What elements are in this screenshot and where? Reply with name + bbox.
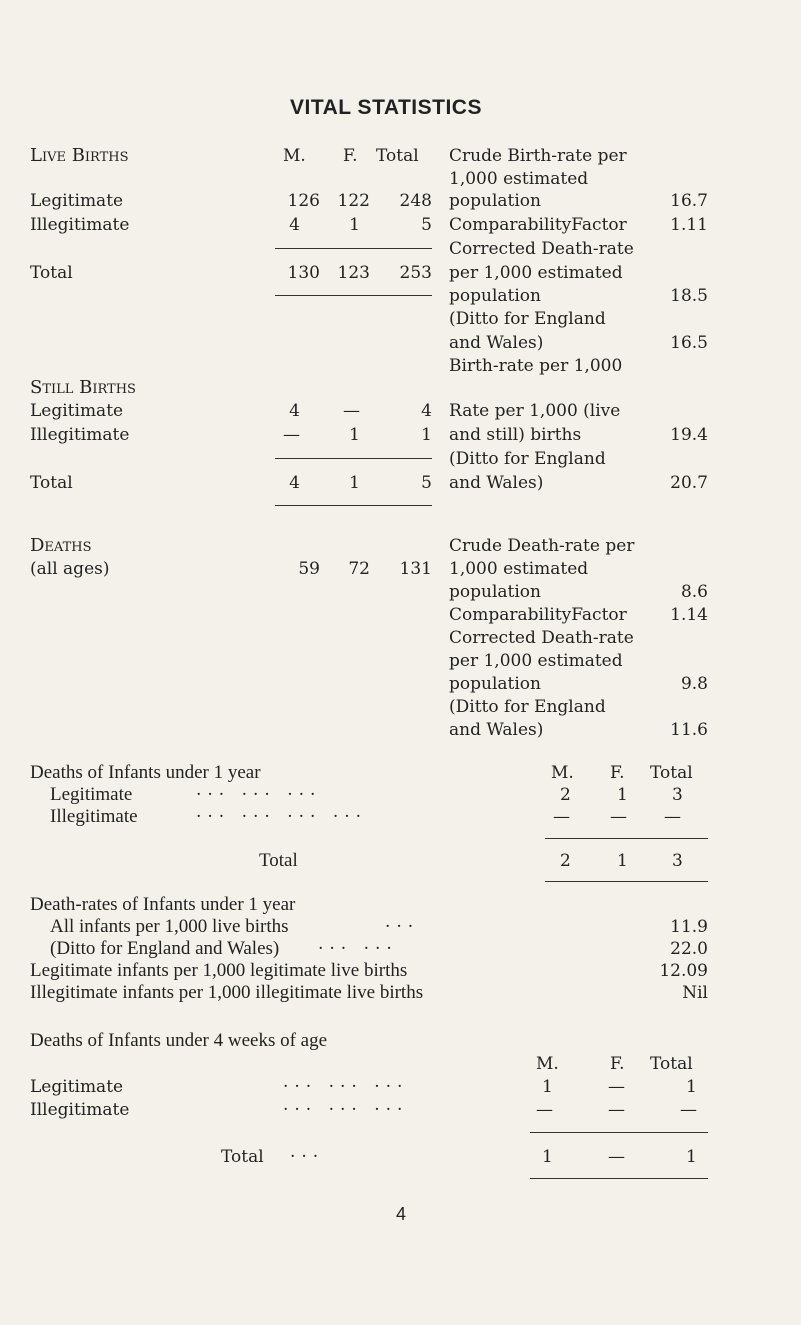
rate-value: 19.4 [670,425,708,445]
cell-f: 1 [617,785,628,805]
col-total-header: Total [650,1054,693,1074]
infants-4wk-heading: Deaths of Infants under 4 weeks of age [30,1030,328,1051]
rate-label: and Wales) [449,333,544,353]
row-label: Total [30,473,73,493]
rate-value: 8.6 [680,582,708,602]
divider [530,1178,708,1179]
divider [275,505,432,506]
cell-f: — [608,1100,625,1120]
col-m-header: M. [536,1054,559,1074]
rate-label: 1,000 estimated [449,559,589,579]
row-label: Total [30,263,73,283]
row-label: Illegitimate [30,215,130,235]
cell-total: — [680,1100,697,1120]
row-label: Legitimate [50,784,133,805]
cell-total: 3 [672,851,683,871]
col-f-header: F. [343,146,358,166]
leader-dots: ... ... ... [283,1095,409,1115]
rate-value: 1.11 [670,215,708,235]
rate-label: and Wales) [449,473,544,493]
cell-f: 1 [349,473,360,493]
rate-label: (Ditto for England [449,697,606,717]
rate-value: 22.0 [670,939,708,959]
live-births-heading: Live Births [30,145,129,166]
col-f-header: F. [610,763,625,783]
divider [545,881,708,882]
cell-f: 1 [349,215,360,235]
rate-label: Rate per 1,000 (live [449,401,621,421]
rate-label: (Ditto for England [449,449,606,469]
rate-label: population [449,582,541,602]
cell-f: 122 [337,191,370,211]
rate-value: 16.7 [670,191,708,211]
rate-label: and still) births [449,425,582,445]
cell-f: — [343,401,360,421]
cell-m: 2 [560,785,571,805]
leader-dots: ... ... ... [283,1072,409,1092]
rate-label: per 1,000 estimated [449,651,623,671]
rate-value: 11.6 [670,720,708,740]
cell-f: 1 [617,851,628,871]
rate-label: ComparabilityFactor [449,215,627,235]
rate-value: 11.9 [670,917,708,937]
rate-label: Corrected Death-rate [449,628,634,648]
rate-value: 12.09 [659,961,708,981]
rate-label: and Wales) [449,720,544,740]
rate-value: 9.8 [680,674,708,694]
cell-total: 3 [672,785,683,805]
still-births-heading: Still Births [30,377,136,398]
rate-label: per 1,000 estimated [449,263,623,283]
cell-m: 4 [289,401,300,421]
cell-f: — [608,1147,625,1167]
divider [275,248,432,249]
page-title: VITAL STATISTICS [290,96,482,119]
leader-dots: ... [385,912,420,932]
cell-m: 1 [542,1077,553,1097]
col-total-header: Total [650,763,693,783]
leader-dots: ... ... ... ... [196,802,368,822]
cell-m: — [536,1100,553,1120]
page-number: 4 [396,1204,407,1224]
row-label: Illegitimate [30,1100,130,1120]
rate-label: population [449,674,541,694]
rate-label: All infants per 1,000 live births [50,916,289,937]
cell-m: 4 [289,215,300,235]
rate-label: Corrected Death-rate [449,239,634,259]
leader-dots: ... ... ... [196,780,322,800]
rate-label: ComparabilityFactor [449,605,627,625]
cell-f: — [608,1077,625,1097]
cell-m: 4 [289,473,300,493]
death-rates-heading: Death-rates of Infants under 1 year [30,894,296,915]
infants-1yr-heading: Deaths of Infants under 1 year [30,762,261,783]
cell-total: 253 [399,263,432,283]
rate-value: 1.14 [670,605,708,625]
row-label: Legitimate [30,1077,124,1097]
cell-m: — [553,807,570,827]
cell-f: — [610,807,627,827]
cell-total: 1 [421,425,432,445]
cell-m: 130 [287,263,320,283]
cell-f: 123 [337,263,370,283]
rate-label: population [449,191,541,211]
col-m-header: M. [551,763,574,783]
rate-label: Birth-rate per 1,000 [449,356,623,376]
total-label: Total [259,850,298,871]
cell-total: 1 [686,1147,697,1167]
divider [275,295,432,296]
col-f-header: F. [610,1054,625,1074]
rate-label: Crude Death-rate per [449,536,635,556]
rate-label: Crude Birth-rate per [449,146,627,166]
cell-total: 5 [421,215,432,235]
total-label: Total [221,1147,264,1167]
divider [530,1132,708,1133]
rate-label: population [449,286,541,306]
row-label: Illegitimate [30,425,130,445]
cell-m: 126 [287,191,320,211]
cell-m: 1 [542,1147,553,1167]
cell-total: 248 [399,191,432,211]
rate-label: 1,000 estimated [449,169,589,189]
rate-value: 18.5 [670,286,708,306]
cell-total: 131 [399,559,432,579]
rate-value: 20.7 [670,473,708,493]
cell-total: 1 [686,1077,697,1097]
cell-m: 2 [560,851,571,871]
rate-label: (Ditto for England and Wales) [50,938,280,959]
rate-value: Nil [682,983,708,1003]
rate-label: (Ditto for England [449,309,606,329]
divider [275,458,432,459]
leader-dots: ... [290,1142,325,1162]
row-label: Legitimate [30,401,124,421]
leader-dots: ... ... [318,934,398,954]
rate-value: 16.5 [670,333,708,353]
cell-f: 1 [349,425,360,445]
col-m-header: M. [283,146,306,166]
rate-label: Illegitimate infants per 1,000 illegitimate live births [30,982,424,1003]
cell-f: 72 [348,559,370,579]
cell-m: — [283,425,300,445]
cell-m: 59 [298,559,320,579]
cell-total: 4 [421,401,432,421]
cell-total: — [664,807,681,827]
deaths-heading: Deaths [30,535,92,556]
cell-total: 5 [421,473,432,493]
col-total-header: Total [376,146,419,166]
deaths-subheading: (all ages) [30,559,110,579]
rate-label: Legitimate infants per 1,000 legitimate live births [30,960,408,981]
row-label: Legitimate [30,191,124,211]
row-label: Illegitimate [50,806,138,827]
divider [545,838,708,839]
